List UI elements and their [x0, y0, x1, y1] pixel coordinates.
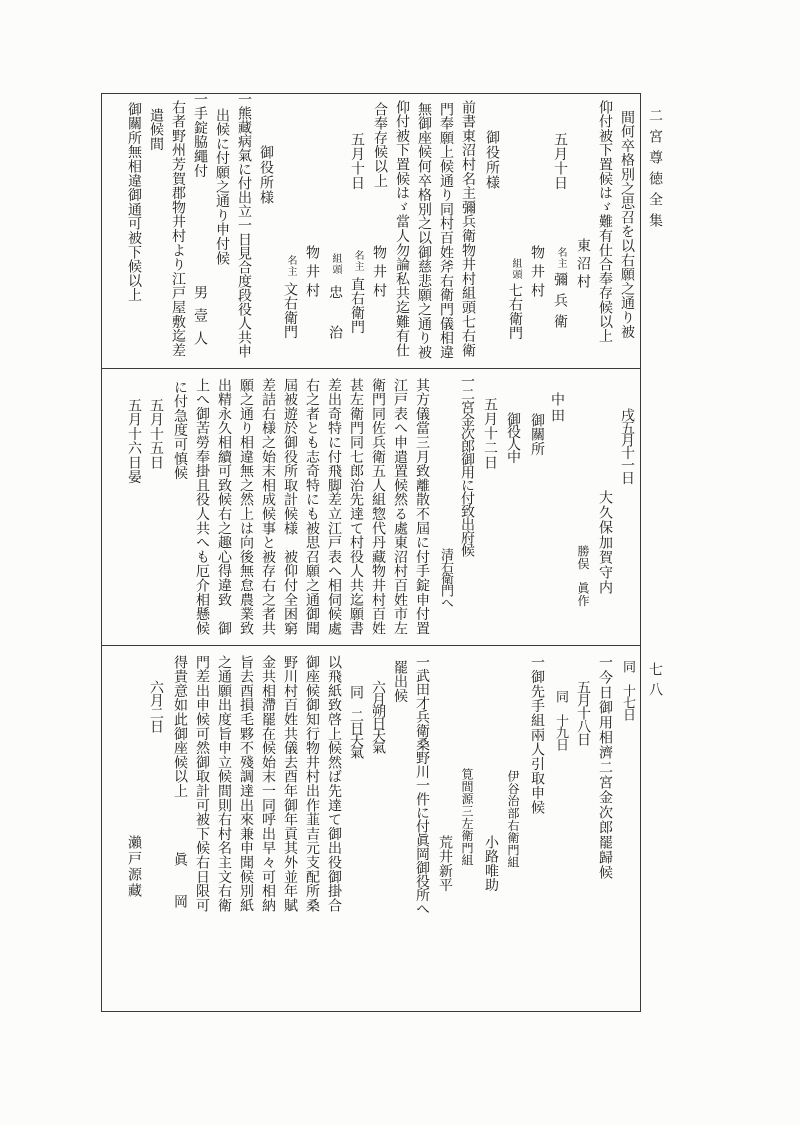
date-line: 六月朔日天氣	[370, 680, 386, 752]
addressee: 御役人中	[505, 412, 521, 462]
person-name: 小路唯助	[483, 835, 499, 893]
band-divider	[101, 368, 641, 369]
date-line: 同 十九日	[553, 690, 568, 750]
village-name: 物井村	[371, 245, 387, 302]
text-column: 上へ御苦勞奉掛且役人共へも厄介相懸候	[194, 378, 210, 636]
unit-name: 伊谷治部右衛門組	[506, 770, 520, 869]
count-note: 男壹人	[192, 285, 208, 354]
text-column: 一今日御用相濟二宮金次郎罷歸候	[597, 655, 613, 880]
date-line: 五月十五日	[148, 398, 164, 470]
signatory-name: 直右衛門	[349, 277, 365, 335]
rank-label: 組頭	[510, 258, 521, 280]
text-column: 旨去酉損毛夥不殘調達出來兼申聞候別紙	[238, 655, 254, 913]
date-line: 同 十七日	[620, 660, 635, 720]
date-line: 五月十六日晏	[126, 398, 142, 484]
text-column: 御關所無相違御通可被下候以上	[126, 102, 142, 303]
signatory-name: 七右衛門	[507, 283, 523, 341]
text-column: 一武田才兵衛桑野川一件に付眞岡御役所へ	[414, 655, 430, 916]
rank-label: 名主	[555, 247, 566, 269]
village-name: 物井村	[529, 245, 545, 302]
text-column: 之通願出度旨申立候間則右村名主文右衛	[216, 655, 232, 913]
text-column: 出精永久相續可致候右之趣心得違致 御	[216, 378, 232, 636]
date-line: 六月二日	[148, 680, 164, 732]
text-column: 仰付被下置候はゞ當人勿論私共迄難有仕	[394, 100, 410, 358]
text-column: 出候に付願之通り申付候	[214, 108, 230, 266]
text-column: に付急度可慎候	[172, 380, 188, 481]
text-column: 間何卒格別之思召を以右願之通り被	[619, 110, 635, 339]
village-name: 物井村	[304, 245, 320, 302]
text-column: 其方儀當三月致離散不屆に付手錠申付置	[414, 378, 430, 636]
text-column: 野川村百姓共儀去酉年御年貢其外並年賦	[282, 655, 298, 913]
date-line: 五月十八日	[575, 680, 591, 745]
text-column: 金共相滯罷在候始末一同呼出早々可相納	[260, 655, 276, 913]
text-column: 合奉存候以上	[372, 102, 388, 188]
text-column: 右之者とも志奇特にも被思召願之通御聞	[304, 378, 320, 636]
sender-place: 眞岡	[172, 852, 188, 936]
text-column: 右者野州芳賀郡物井村より江戸屋敷迄差	[170, 100, 186, 358]
signatory-name: 瀨戸源藏	[126, 835, 142, 899]
book-title: 二宮尊徳全集	[647, 108, 663, 234]
date-line: 五月十日	[552, 132, 568, 190]
text-column: 願之通り相違無之然上は向後無怠農業致	[238, 378, 254, 636]
text-column: 衛門同佐兵衛五人組惣代丹藏物井村百姓	[370, 378, 386, 636]
rank-label: 名主	[285, 255, 296, 277]
addressee: 清右衛門へ	[438, 548, 453, 608]
text-column: 以飛紙致啓上候然ば先達て御出役御掛合	[326, 655, 342, 913]
text-column: 甚左衛門同七郎治先達て村役人共迄願書	[348, 378, 364, 636]
rank-label: 組頭	[330, 253, 341, 275]
unit-name: 筧間源三左衛門組	[460, 768, 474, 867]
signatory-name: 勝俣 眞作	[576, 545, 590, 607]
text-column: 仰付被下置候はゞ難有仕合奉存候以上	[597, 100, 613, 344]
village-name: 東沼村	[575, 238, 591, 292]
text-column: 一手錠脇繩付	[192, 92, 208, 178]
rank-label: 名主	[352, 250, 363, 272]
text-column: 差出奇特に付飛脚差立江戸表へ相伺候處	[326, 378, 342, 636]
addressee: 御役所様	[258, 145, 274, 205]
text-column: 門奉願上候通り同村百姓斧右衛門儀相違	[438, 102, 454, 360]
signatory-name: 忠治	[327, 285, 343, 365]
addressee: 御關所	[529, 413, 545, 456]
date-line: 五月十日	[349, 132, 365, 190]
text-column: 前書東沼村名主彌兵衛物井村組頭七右衛	[460, 100, 476, 358]
text-column: 遣候間	[148, 108, 164, 151]
band-divider	[101, 645, 641, 646]
text-column: 御座候御知行物井村出作韮吉元支配所桑	[304, 655, 320, 913]
addressee: 御役所様	[484, 130, 500, 190]
text-column: 門差出申候可然御取計可被下候右日限可	[194, 655, 210, 913]
date-line: 戌五月十一日	[619, 408, 635, 483]
signatory-name: 文右衛門	[282, 282, 298, 340]
text-column: 屆被遊於御役所取計候様 被仰付全困窮	[282, 378, 298, 636]
text-column: 一熊藏病氣に付出立一日見合度段役人共申	[236, 92, 252, 358]
date-line: 同 二日天氣	[348, 685, 364, 757]
text-column: 江戸表へ申遣置候然る處東沼村百姓市左	[392, 378, 408, 636]
sender-office: 大久保加賀守内	[597, 490, 613, 595]
text-column: 差詰右様之始末相成候事と被存右之者共	[260, 378, 276, 636]
text-column: 得貴意如此御座候以上	[172, 655, 188, 798]
addressee: 中田	[549, 392, 565, 424]
text-column: 無御座候何卒格別之以御慈悲願之通り被	[416, 102, 432, 360]
signatory-name: 彌兵衛	[552, 272, 568, 335]
text-column: 一二宮金次郎御用に付致出府候	[459, 374, 475, 556]
date-line: 五月十二日	[482, 397, 498, 470]
person-name: 荒井新平	[437, 835, 453, 893]
text-column: 罷出候	[392, 660, 408, 703]
page-number: 七八	[647, 662, 663, 702]
text-column: 一御先手組兩人引取申候	[529, 655, 545, 815]
